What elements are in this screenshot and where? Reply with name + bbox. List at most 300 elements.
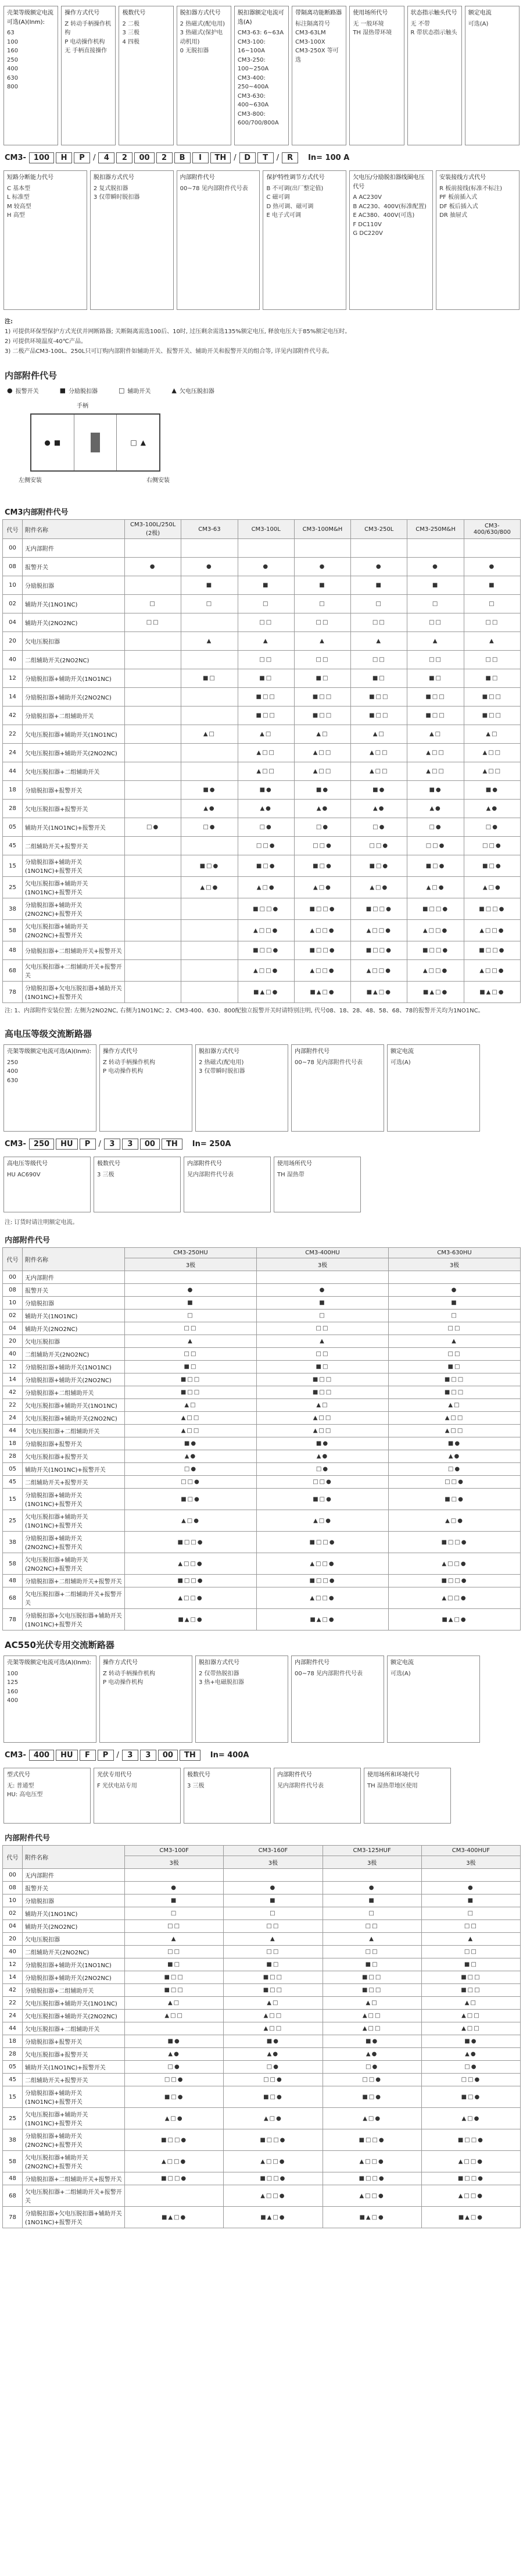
accessory-name: 分励脱扣器+二组辅助开关 bbox=[23, 1984, 125, 1997]
designation-bottom-boxes bbox=[2, 168, 521, 312]
availability-cell: ▲□□● bbox=[464, 960, 520, 982]
accessory-code: 42 bbox=[3, 1386, 23, 1399]
accessory-code: 28 bbox=[3, 800, 23, 818]
table-row bbox=[3, 2086, 521, 2108]
availability-cell: ■□□● bbox=[125, 2129, 224, 2151]
spec-box-item: 2 热磁式(配电用) bbox=[199, 1059, 244, 1066]
spec-box-item: 630 bbox=[7, 1077, 19, 1084]
cm3-model-designation bbox=[2, 3, 521, 312]
breaker-outline bbox=[30, 413, 160, 472]
model-column-header: CM3-250M&H bbox=[407, 520, 464, 539]
availability-cell: ● bbox=[257, 1284, 389, 1297]
model-column-header: CM3-160F bbox=[224, 1846, 323, 1856]
model-code-segment: TH bbox=[210, 152, 231, 163]
model-code-segment: H bbox=[56, 152, 72, 163]
accessory-name: 二组辅助开关+报警开关 bbox=[23, 2074, 125, 2086]
accessory-name: 辅助开关(1NO1NC) bbox=[23, 1907, 125, 1920]
availability-cell: ▲□□ bbox=[323, 2022, 421, 2035]
accessory-table-container bbox=[2, 1247, 521, 1630]
availability-cell: ▲ bbox=[294, 632, 350, 651]
availability-cell: ▲□□● bbox=[224, 2151, 323, 2172]
table-row bbox=[3, 1882, 521, 1894]
accessory-code: 10 bbox=[3, 1894, 23, 1907]
availability-cell bbox=[125, 576, 181, 595]
availability-cell: ▲□ bbox=[257, 1399, 389, 1412]
accessory-code: 20 bbox=[3, 632, 23, 651]
spec-box-item: B AC230、400V(标准配置) bbox=[353, 203, 427, 210]
table-row bbox=[3, 1373, 521, 1386]
availability-cell bbox=[125, 982, 181, 1003]
availability-cell bbox=[351, 539, 407, 558]
model-rated-current: In= 250A bbox=[192, 1140, 231, 1148]
model-code-segment: 2 bbox=[156, 152, 173, 163]
accessory-name: 欠电压脱扣器 bbox=[23, 632, 125, 651]
accessory-name: 无内部附件 bbox=[23, 1869, 125, 1882]
accessory-name: 欠电压脱扣器+辅助开关(2NO2NC) bbox=[23, 744, 125, 762]
spec-box-title: 带隔离功能断路器 bbox=[295, 10, 342, 16]
availability-cell: ▲□□ bbox=[125, 1425, 257, 1437]
accessory-code: 48 bbox=[3, 1575, 23, 1587]
spec-box-item: E 电子式可调 bbox=[266, 212, 301, 219]
availability-cell: ■□□● bbox=[257, 1532, 389, 1553]
spec-box bbox=[364, 1768, 451, 1824]
spec-box-item: CM3-630: 400~630A bbox=[237, 92, 269, 108]
availability-cell: □ bbox=[125, 595, 181, 613]
accessory-name: 欠电压脱扣器+辅助开关(1NO1NC) bbox=[23, 1997, 125, 2010]
accessory-name: 辅助开关(1NO1NC)+报警开关 bbox=[23, 818, 125, 837]
model-code-segment: T bbox=[257, 152, 274, 163]
availability-cell: ■□□ bbox=[257, 1373, 389, 1386]
spec-box-title: 使用场所代号 bbox=[353, 10, 388, 16]
availability-cell: ▲□ bbox=[351, 725, 407, 744]
code-column-header: 代号 bbox=[3, 1248, 23, 1271]
accessory-code: 18 bbox=[3, 2035, 23, 2048]
availability-cell bbox=[125, 744, 181, 762]
spec-box-item: 100 bbox=[7, 38, 19, 45]
model-column-header: CM3-250L bbox=[351, 520, 407, 539]
spec-box bbox=[349, 6, 404, 145]
availability-cell: ▲ bbox=[257, 1335, 389, 1348]
spec-box-title: 状态指示触头代号 bbox=[410, 10, 457, 16]
availability-cell: ▲□● bbox=[238, 877, 294, 898]
availability-cell: ▲□ bbox=[464, 725, 520, 744]
availability-cell bbox=[125, 960, 181, 982]
table-row bbox=[3, 613, 521, 632]
availability-cell: ▲□□● bbox=[294, 920, 350, 941]
table-row bbox=[3, 1348, 521, 1361]
spec-box-item: 0 无脱扣器 bbox=[180, 48, 209, 54]
availability-cell: □● bbox=[125, 818, 181, 837]
availability-cell: ■□□● bbox=[294, 898, 350, 920]
availability-cell: ■□□● bbox=[351, 941, 407, 960]
legend-item bbox=[119, 386, 151, 395]
availability-cell: ■□ bbox=[125, 1958, 224, 1971]
spec-box bbox=[177, 6, 231, 145]
handle-label: 手柄 bbox=[77, 403, 88, 409]
spec-box-item: 250 bbox=[7, 1059, 19, 1066]
table-row bbox=[3, 669, 521, 688]
accessory-name: 辅助开关(2NO2NC) bbox=[23, 1920, 125, 1933]
accessory-name: 分励脱扣器+报警开关 bbox=[23, 2035, 125, 2048]
availability-cell: ▲● bbox=[181, 800, 238, 818]
spec-box-title: 欠电压/分励脱扣器线圈电压代号 bbox=[353, 174, 425, 190]
availability-cell: □ bbox=[389, 1310, 521, 1322]
installation-diagram bbox=[7, 401, 516, 497]
spec-box bbox=[99, 1656, 192, 1743]
availability-cell: ■● bbox=[294, 781, 350, 800]
alarm-switch-icon: ● bbox=[44, 438, 51, 447]
model-column-header: CM3-400HUF bbox=[421, 1846, 520, 1856]
availability-cell: ▲□□● bbox=[389, 1587, 521, 1609]
availability-cell: □ bbox=[407, 595, 464, 613]
spec-box bbox=[387, 1656, 480, 1743]
availability-cell: ▲□● bbox=[464, 877, 520, 898]
accessory-code: 10 bbox=[3, 1297, 23, 1310]
availability-cell: □● bbox=[323, 2061, 421, 2074]
accessory-name: 欠电压脱扣器 bbox=[23, 1335, 125, 1348]
model-column-header: CM3-63 bbox=[181, 520, 238, 539]
availability-cell: ■□● bbox=[224, 2086, 323, 2108]
model-separator: / bbox=[116, 1751, 119, 1760]
install-side-labels bbox=[19, 475, 170, 484]
availability-cell: ▲● bbox=[125, 2048, 224, 2061]
availability-cell: ▲● bbox=[351, 800, 407, 818]
availability-cell bbox=[125, 539, 181, 558]
accessory-code: 24 bbox=[3, 2010, 23, 2022]
spec-box-item: B 不可调(出厂整定值) bbox=[266, 185, 324, 192]
accessory-name: 分励脱扣器 bbox=[23, 1297, 125, 1310]
spec-box-item: 400 bbox=[7, 1068, 19, 1075]
accessory-name: 欠电压脱扣器+报警开关 bbox=[23, 1450, 125, 1463]
availability-cell: ▲□□ bbox=[421, 2010, 520, 2022]
spec-box-item: TH 湿热带环境 bbox=[353, 30, 392, 36]
availability-cell: □□ bbox=[407, 613, 464, 632]
spec-box-item: F DC110V bbox=[353, 221, 382, 228]
availability-cell: ■□□ bbox=[351, 707, 407, 725]
availability-cell: ■ bbox=[389, 1297, 521, 1310]
spec-box-item: F 光伏电站专用 bbox=[97, 1782, 137, 1789]
availability-cell: ▲□□ bbox=[294, 762, 350, 781]
spec-box-title: 额定电流 bbox=[391, 1048, 414, 1055]
spec-box-item: 2 仅带热脱扣器 bbox=[199, 1670, 239, 1677]
availability-cell: ■□□● bbox=[351, 898, 407, 920]
undervoltage-release-icon: ▲ bbox=[171, 387, 177, 394]
accessory-name: 分励脱扣器+辅助开关(1NO1NC) bbox=[23, 1958, 125, 1971]
spec-box-item: C 磁可调 bbox=[266, 194, 290, 201]
accessory-code: 68 bbox=[3, 1587, 23, 1609]
availability-cell: ■ bbox=[181, 576, 238, 595]
availability-cell: □□ bbox=[323, 1920, 421, 1933]
table-row bbox=[3, 1587, 521, 1609]
availability-cell: □ bbox=[224, 1907, 323, 1920]
accessory-code: 05 bbox=[3, 818, 23, 837]
spec-box bbox=[465, 6, 520, 145]
availability-cell: □● bbox=[407, 818, 464, 837]
availability-cell: ▲ bbox=[224, 1933, 323, 1946]
accessory-name: 欠电压脱扣器+辅助开关(2NO2NC)+报警开关 bbox=[23, 2151, 125, 2172]
spec-box bbox=[234, 6, 289, 145]
accessory-name: 二组辅助开关+报警开关 bbox=[23, 837, 125, 855]
table-row bbox=[3, 781, 521, 800]
accessory-code: 25 bbox=[3, 1510, 23, 1532]
availability-cell: ■□□● bbox=[407, 941, 464, 960]
availability-cell bbox=[125, 2185, 224, 2207]
availability-cell: ▲● bbox=[464, 800, 520, 818]
spec-box-item: DF 板后插入式 bbox=[439, 203, 478, 210]
table-row bbox=[3, 2129, 521, 2151]
accessory-code: 12 bbox=[3, 1361, 23, 1373]
model-code-segment: 400 bbox=[29, 1750, 54, 1761]
spec-box-item: M 较高型 bbox=[7, 203, 31, 210]
model-code-segment: P bbox=[74, 152, 90, 163]
availability-cell: ■▲□● bbox=[238, 982, 294, 1003]
availability-cell: ▲□● bbox=[323, 2108, 421, 2129]
accessory-code: 05 bbox=[3, 2061, 23, 2074]
spec-box bbox=[407, 6, 462, 145]
spec-box bbox=[263, 170, 346, 310]
table-title: 内部附件代号 bbox=[5, 1834, 51, 1843]
availability-cell: ▲□□ bbox=[407, 744, 464, 762]
availability-cell: ■□□ bbox=[125, 1386, 257, 1399]
availability-cell: ▲□□● bbox=[224, 2185, 323, 2207]
accessory-name: 分励脱扣器+报警开关 bbox=[23, 1437, 125, 1450]
spec-box-item: P 电动操作机构 bbox=[65, 38, 105, 45]
availability-cell: ▲□□● bbox=[421, 2151, 520, 2172]
spec-box-item: 63 bbox=[7, 30, 15, 36]
availability-cell: ▲□● bbox=[407, 877, 464, 898]
availability-cell: □□ bbox=[421, 1946, 520, 1958]
table-row bbox=[3, 1335, 521, 1348]
availability-cell: □□ bbox=[238, 613, 294, 632]
availability-cell: ■▲□● bbox=[407, 982, 464, 1003]
model-series-prefix: CM3- bbox=[5, 1140, 26, 1148]
spec-box-item: CM3-400: 250~400A bbox=[237, 74, 269, 90]
high-voltage-section bbox=[2, 1019, 521, 1228]
accessory-code: 44 bbox=[3, 762, 23, 781]
spec-box-item: PF 板前插入式 bbox=[439, 194, 478, 201]
accessory-name: 欠电压脱扣器+二组辅助开关+报警开关 bbox=[23, 1587, 125, 1609]
availability-cell: ● bbox=[351, 558, 407, 576]
availability-cell: ■□□● bbox=[238, 941, 294, 960]
spec-box-title: 操作方式代号 bbox=[65, 10, 100, 16]
availability-cell: □□ bbox=[407, 651, 464, 669]
spec-box bbox=[436, 170, 520, 310]
spec-box-item: 4 四极 bbox=[122, 38, 139, 45]
model-code-segment: 4 bbox=[98, 152, 114, 163]
model-code-segment: B bbox=[174, 152, 191, 163]
spec-box-item: H 高型 bbox=[7, 212, 25, 219]
handle-bar-icon bbox=[91, 433, 100, 452]
accessory-code: 02 bbox=[3, 1907, 23, 1920]
accessory-name: 欠电压脱扣器+辅助开关(1NO1NC)+报警开关 bbox=[23, 2108, 125, 2129]
accessory-name: 分励脱扣器+辅助开关(2NO2NC) bbox=[23, 688, 125, 707]
table-body bbox=[3, 1869, 521, 2228]
spec-box-title: 脱扣器方式代号 bbox=[180, 10, 221, 16]
spec-box-title: 额定电流 bbox=[468, 10, 492, 16]
accessory-code: 24 bbox=[3, 1412, 23, 1425]
accessory-name: 分励脱扣器+二组辅助开关+报警开关 bbox=[23, 1575, 125, 1587]
availability-cell: ■● bbox=[389, 1437, 521, 1450]
accessory-code: 14 bbox=[3, 688, 23, 707]
availability-cell bbox=[464, 539, 520, 558]
accessory-table bbox=[2, 1845, 521, 2228]
pv-bottom-boxes bbox=[2, 1765, 521, 1826]
availability-cell bbox=[181, 539, 238, 558]
availability-cell: □ bbox=[294, 595, 350, 613]
availability-cell: ▲□ bbox=[294, 725, 350, 744]
designation-top-boxes bbox=[2, 3, 521, 148]
availability-cell: ▲● bbox=[407, 800, 464, 818]
availability-cell bbox=[125, 725, 181, 744]
availability-cell: ■□□● bbox=[224, 2129, 323, 2151]
accessory-name: 欠电压脱扣器+二组辅助开关+报警开关 bbox=[23, 2185, 125, 2207]
availability-cell: □□● bbox=[351, 837, 407, 855]
right-accessory-slot bbox=[117, 415, 159, 470]
table-row bbox=[3, 960, 521, 982]
availability-cell bbox=[125, 781, 181, 800]
availability-cell: □ bbox=[181, 595, 238, 613]
model-separator: / bbox=[93, 154, 96, 162]
spec-box-item: 标注隔离符号 bbox=[295, 20, 331, 27]
table-row bbox=[3, 595, 521, 613]
availability-cell: ▲□● bbox=[224, 2108, 323, 2129]
accessory-name: 报警开关 bbox=[23, 1882, 125, 1894]
availability-cell: ■□● bbox=[257, 1489, 389, 1510]
table-row bbox=[3, 1450, 521, 1463]
accessory-name: 分励脱扣器+报警开关 bbox=[23, 781, 125, 800]
availability-cell bbox=[181, 651, 238, 669]
legend-label: 报警开关 bbox=[15, 388, 39, 395]
availability-cell: ■□□ bbox=[238, 707, 294, 725]
availability-cell: ■□● bbox=[407, 855, 464, 877]
spec-box-item: R 带状态指示触头 bbox=[410, 30, 457, 36]
model-separator: / bbox=[234, 154, 237, 162]
spec-box-item: D 热可调、磁可调 bbox=[266, 203, 314, 210]
availability-cell: ▲ bbox=[351, 632, 407, 651]
spec-box-item: P 电动操作机构 bbox=[103, 1679, 144, 1686]
spec-box-item: C 基本型 bbox=[7, 185, 31, 192]
availability-cell: ■● bbox=[257, 1437, 389, 1450]
availability-cell: ▲□□● bbox=[323, 2151, 421, 2172]
table-row bbox=[3, 920, 521, 941]
availability-cell bbox=[125, 898, 181, 920]
name-column-header: 附件名称 bbox=[23, 1248, 125, 1271]
model-rated-current: In= 400A bbox=[210, 1751, 249, 1760]
spec-box-item: 00~78 见内部附件代号表 bbox=[180, 185, 248, 192]
pv-section bbox=[2, 1630, 521, 1826]
cm3-accessory-table-section bbox=[2, 500, 521, 1019]
table-row bbox=[3, 941, 521, 960]
availability-cell: ■□□● bbox=[238, 898, 294, 920]
spec-box bbox=[274, 1157, 361, 1212]
table-row bbox=[3, 539, 521, 558]
availability-cell: ■□ bbox=[351, 669, 407, 688]
spec-box-item: 3 热+电磁脱扣器 bbox=[199, 1679, 244, 1686]
availability-cell: ▲□● bbox=[294, 877, 350, 898]
availability-cell: □□ bbox=[464, 651, 520, 669]
accessory-code: 22 bbox=[3, 725, 23, 744]
availability-cell: □ bbox=[421, 1907, 520, 1920]
availability-cell: □□ bbox=[125, 1348, 257, 1361]
spec-box-item: 3 三极 bbox=[122, 30, 139, 36]
note-item: 3) 二极产品CM3-100L、250L只可订购内部附件如辅助开关、报警开关、辅助开关和报警开关的组合等, 详见内部附件代号表。 bbox=[5, 348, 333, 355]
availability-cell: ● bbox=[464, 558, 520, 576]
note-item: 1) 可提供环保型保护方式光伏并网断路器; 关断隔离需选100后、10时, 过压剩余需选135%额定电压, 释放电压大于85%额定电压时。 bbox=[5, 329, 351, 335]
table-row bbox=[3, 1271, 521, 1284]
availability-cell: ■□□● bbox=[224, 2172, 323, 2185]
table-row bbox=[3, 1958, 521, 1971]
availability-cell bbox=[407, 539, 464, 558]
hv-top-boxes bbox=[2, 1042, 521, 1134]
table-row bbox=[3, 1907, 521, 1920]
accessory-name: 辅助开关(1NO1NC) bbox=[23, 1310, 125, 1322]
availability-cell: ● bbox=[224, 1882, 323, 1894]
availability-cell: ■● bbox=[421, 2035, 520, 2048]
accessory-code: 58 bbox=[3, 1553, 23, 1575]
table-row bbox=[3, 1297, 521, 1310]
availability-cell: ■ bbox=[224, 1894, 323, 1907]
model-column-header: CM3-100L bbox=[238, 520, 294, 539]
availability-cell: □□● bbox=[323, 2074, 421, 2086]
accessory-code: 18 bbox=[3, 781, 23, 800]
model-code-segment: HU bbox=[56, 1139, 77, 1150]
spec-box bbox=[195, 1044, 288, 1132]
accessory-legend bbox=[2, 384, 521, 397]
accessory-code: 38 bbox=[3, 2129, 23, 2151]
spec-box-title: 极数代号 bbox=[187, 1772, 210, 1778]
spec-box-title: 壳架等级额定电流可选(A)(Inm): bbox=[7, 1048, 91, 1055]
availability-cell: ▲● bbox=[421, 2048, 520, 2061]
accessory-code: 44 bbox=[3, 1425, 23, 1437]
table-row bbox=[3, 744, 521, 762]
availability-cell: ■□□ bbox=[407, 707, 464, 725]
availability-cell bbox=[125, 1271, 257, 1284]
table-row bbox=[3, 1869, 521, 1882]
model-code-segment: P bbox=[80, 1139, 96, 1150]
table-row bbox=[3, 1575, 521, 1587]
availability-cell bbox=[181, 837, 238, 855]
spec-box-title: 内部附件代号 bbox=[277, 1772, 312, 1778]
availability-cell: ■ bbox=[125, 1297, 257, 1310]
accessory-code: 45 bbox=[3, 837, 23, 855]
accessory-code: 00 bbox=[3, 1869, 23, 1882]
accessory-code: 12 bbox=[3, 669, 23, 688]
availability-cell: □□ bbox=[389, 1322, 521, 1335]
availability-cell: ▲□□● bbox=[421, 2185, 520, 2207]
accessory-code: 12 bbox=[3, 1958, 23, 1971]
availability-cell: ● bbox=[407, 558, 464, 576]
note-item: 2) 可提供环境温度-40℃产品。 bbox=[5, 338, 87, 345]
availability-cell: □□● bbox=[389, 1476, 521, 1489]
availability-cell: □● bbox=[181, 818, 238, 837]
accessory-code: 40 bbox=[3, 1946, 23, 1958]
table-row bbox=[3, 2035, 521, 2048]
accessory-code: 22 bbox=[3, 1997, 23, 2010]
availability-cell bbox=[125, 2022, 224, 2035]
availability-cell: ▲□□● bbox=[257, 1587, 389, 1609]
availability-cell: ■□ bbox=[294, 669, 350, 688]
table-row bbox=[3, 1437, 521, 1450]
accessory-code: 58 bbox=[3, 920, 23, 941]
availability-cell: ■● bbox=[323, 2035, 421, 2048]
accessory-table-container bbox=[2, 1845, 521, 2228]
availability-cell: □□ bbox=[125, 1920, 224, 1933]
model-code-segment: 00 bbox=[158, 1750, 178, 1761]
accessory-code: 28 bbox=[3, 2048, 23, 2061]
availability-cell: ■▲□● bbox=[125, 2207, 224, 2228]
shunt-release-icon: ■ bbox=[59, 387, 66, 394]
accessory-name: 辅助开关(2NO2NC) bbox=[23, 613, 125, 632]
